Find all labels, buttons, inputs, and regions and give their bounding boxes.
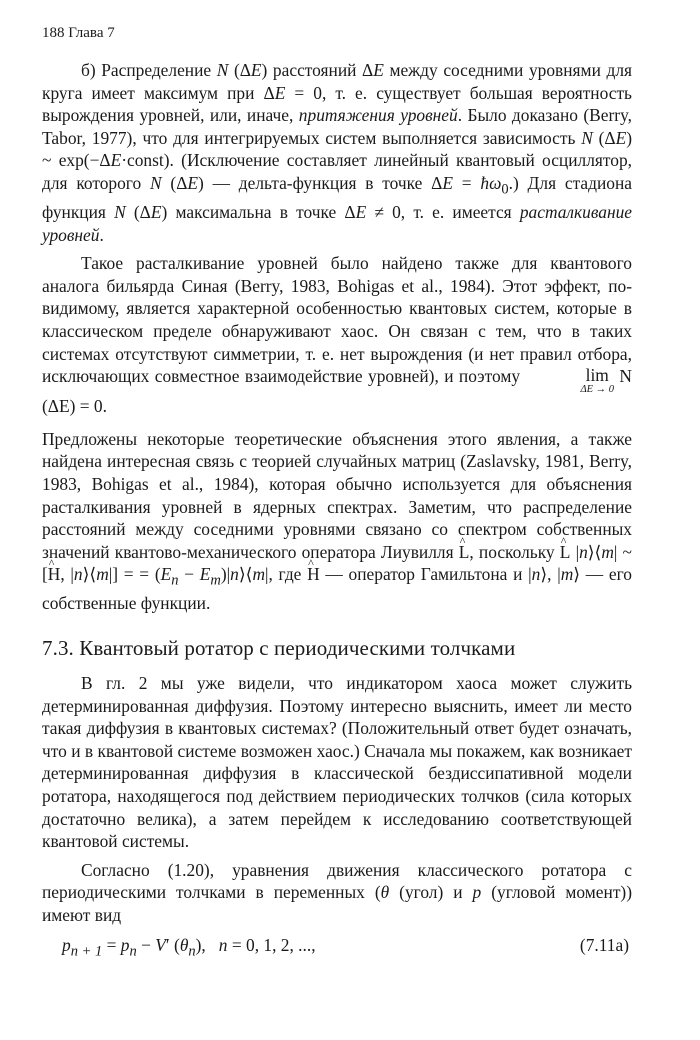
text: .) Для стадиона функция [42,172,632,223]
text: − [178,564,200,585]
math: E [355,202,367,223]
text: |] = = ( [108,564,161,585]
text: , поскольку [469,541,560,562]
equation-body [62,934,316,963]
text: ) — дельта-функция в точке Δ [198,172,443,193]
operator-liouville: ^ L [560,541,571,564]
math: E [187,172,198,193]
math: E [199,564,211,585]
text: ·const). (Исключение составляет линейный квантовый осциллятор, для которого [42,150,632,193]
math: N [216,60,229,80]
math: p [120,934,130,955]
math: m [96,564,109,585]
paragraph-deterministic-diffusion: В гл. 2 мы уже видели, что индикатором хаоса может служить детерминированная диффузия. Поэтому интересно выяснить, имеет ли место такая диффузия в квантовых системах? (Положительный ответ будет означать, что и в квантовой системе возможен хаос.) Сначала мы покажем, как возникает детерминированная диффузия в классической бездиссипативной модели ротатора, находящегося под действием периодических толчков (сила которых достаточно велика), а затем перейдем к исследованию соответствующей квантовой системы. [42,673,632,852]
math-subscript: n [129,943,137,959]
text: (Δ [592,127,616,148]
math: V [155,934,166,955]
math: E [250,60,262,80]
math: θ [380,882,390,903]
paragraph-level-repulsion [42,252,632,418]
text: , | [60,564,74,585]
equation-number: (7.11a) [579,934,629,955]
text: Такое расталкивание уровней было найдено также для квантового аналога бильярда Синая (Berry, 1983, Bohigas et al., 1984). Этот эффект, по-видимому, является характерной особенностью квантовых систем, которые в классическом пределе обнаруживают хаос. Он связан с тем, что в таких системах отсутствуют симметрии, т. е. нет вырождения (и нет правил отбора, исключающих совместное взаимодействие уровней), и поэтому [42,253,632,387]
text: |, где [265,564,308,585]
text: ) расстояний Δ [261,60,374,80]
lim-subscript: ΔE → 0 [580,384,615,396]
paragraph-level-distribution [42,59,632,246]
operator-liouville: ^ L [459,541,470,564]
text: ), [195,934,206,955]
paragraph-random-matrices [42,428,632,615]
text: | ~ [ [42,541,632,585]
text: ′ ( [165,934,180,955]
math: p [62,934,71,955]
text: ) ~ exp(−Δ [42,127,632,171]
limit-operator [541,365,614,395]
text: (Δ [228,60,251,80]
math: E [373,60,384,80]
math: ħω [480,172,502,193]
math: n [531,564,541,585]
math: m [560,564,574,585]
math: n [579,541,588,562]
text: (угол) и [389,882,473,903]
math: E [160,564,172,585]
math: n [230,564,239,585]
math: E [615,127,627,148]
operator-hamiltonian: ^ H [48,563,61,586]
math: N [150,172,162,193]
math-subscript: n + 1 [70,943,103,959]
math: p [472,882,482,903]
text: (угловой момент)) имеют вид [42,882,632,925]
math: E [150,202,162,223]
text: | [570,541,580,562]
math: N [581,127,593,148]
term-level-attraction: притяжения уровней [298,105,458,126]
section-heading: 7.3. Квантовый ротатор с периодическими толчками [42,636,516,660]
math: m [252,564,265,585]
math: E [442,172,453,193]
text: между соседними уровнями для круга имеет максимум при Δ [42,60,632,103]
text: )| [220,564,231,585]
math: E [274,82,286,103]
paragraph-equations-intro [42,859,632,927]
text: — оператор Гамильтона и | [319,564,532,585]
text: (Δ [125,202,151,223]
math: N [114,202,126,223]
math: m [601,541,614,562]
text: = 0, т. е. существует большая вероятность вырождения уровней, или, иначе, [42,82,632,126]
math-subscript: 0 [501,181,509,198]
math: E [110,150,122,171]
math-subscript: m [210,572,221,589]
math: θ [179,934,189,955]
text: Предложены некоторые теоретические объяснения этого явления, а также найдена интересная связь с теорией случайных матриц (Zaslavsky, 1981, Berry, 1983, Bohigas et al., 1984), которая обычно используется для объяснения расталкивания уровней в ядерных спектрах. Заметим, что распределение расстояний между соседними уровнями связано со спектром собственных значений квантово-механического оператора Лиувилля [42,428,632,562]
text: . [99,224,104,245]
lim-label: lim [585,365,609,386]
equation-7-11a [42,934,632,960]
running-head: 188 Глава 7 [42,25,115,41]
math: n [73,564,83,585]
book-page [42,24,632,960]
math-subscript: n [188,943,196,959]
text: ⟩⟨ [238,564,253,585]
text: = 0, 1, 2, ..., [227,934,316,955]
text: = [452,172,481,193]
text: ⟩, | [540,564,561,585]
math-subscript: n [171,572,179,589]
math: n [218,934,228,955]
text: ≠ 0, т. е. имеется [366,202,520,223]
term-level-repulsion: расталкивание уровней [42,202,633,245]
text: ⟩⟨ [587,541,602,562]
text: − [136,934,156,955]
text: Согласно (1.20), уравнения движения классического ротатора с периодическими толчками в переменных ( [42,859,632,903]
text: (Δ [161,172,188,193]
text: б) Распределение [81,60,217,80]
operator-hamiltonian: ^ H [307,563,320,586]
text: ⟩ — его собственные функции. [42,564,632,614]
text: . Было доказано (Berry, Tabor, 1977), что для интегрируемых систем выполняется зависимость [42,105,632,148]
text: = [102,934,121,955]
text: ⟩⟨ [82,564,97,585]
limit-expression: N (ΔE) = 0. [42,366,632,417]
text: ) максимальна в точке Δ [161,202,356,223]
